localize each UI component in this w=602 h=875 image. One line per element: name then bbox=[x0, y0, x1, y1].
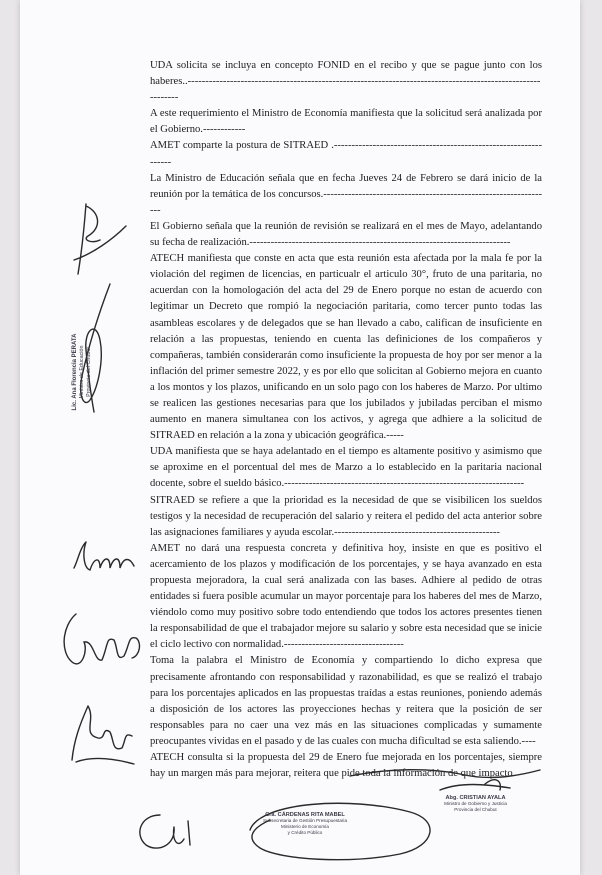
signature-4 bbox=[58, 606, 148, 676]
paragraph-atech-statement: ATECH manifiesta que conste en acta que esta reunión esta afectada por la mala fe por la violación del regimen de licencias, en particualr el articulo 30°, fruto de una paritaria, no acuerdan con la homologación del acta del 29 de Enero porque no estan de acuerdo con legitimar un Decreto que rompió la negociación paritaria, como tercer punto todas las asambleas escolares y de delegados que se han llevado a cabo, califican de insuficiente en relación a las propuestas, teniendo en cuenta las definiciones de los compañeros y compañeras, también considerarán como insuficiente la propuesta de hoy por ser menor a la inflación del primer semestre 2022, y es por ello que solicitan al Gobierno mejora en cuanto a los montos y los plazos, unificando en un solo pago con los haberes de Marzo. Por ultimo se realicen las gestiones necesarias para que los jubilados y jubiladas perciban el mismo aumento en manera simultanea con los activos, y agrega que adhiere a la solicitud de SITRAED en relación a la zona y ubicación geográfica.----- bbox=[150, 253, 542, 442]
minutes-body bbox=[150, 58, 542, 782]
signature-5 bbox=[62, 700, 142, 770]
signature-3 bbox=[70, 538, 140, 578]
paragraph-economia-statement: Toma la palabra el Ministro de Economía y compartiendo lo dicho expresa que precisamente afrontando con responsabilidad y razonabilidad, es que se realizó el trabajo para los porcentajes aplicados en las propuestas traídas a estas reuniones, poniendo además a disposición de los actores las proyecciones hechas y reitera que la posición de ser responsables para no caer una vez más en las situaciones complicadas y sumamente preocupantes vividas en el pasado y de las cuales con mucha dificultad se esta saliendo.---- bbox=[150, 655, 542, 747]
signature-1 bbox=[56, 200, 136, 280]
paragraph-educacion-concursos: La Ministro de Educación señala que en fecha Jueves 24 de Febrero se dará inicio de la reunión por la temática de los concursos.----------------------------------------------------------------- bbox=[150, 172, 542, 216]
paragraph-sitraed-statement: SITRAED se refiere a que la prioridad es la necesidad de que se visibilicen los sueldos testigos y la necesidad de recuperación del salario y reitera el pedido del acta anterior sobre las asignaciones familiares y ayuda escolar.----------------------------------------------- bbox=[150, 494, 542, 538]
paragraph-economia-response: A este requerimiento el Ministro de Economía manifiesta que la solicitud será analizada por el Gobierno.------------ bbox=[150, 108, 542, 136]
paragraph-uda-statement: UDA manifiesta que se haya adelantado en el tiempo es altamente positivo y asimismo que se aproxime en el porcentual del mes de Marzo a lo establecido en la paritaria nacional docente, sobre el sueldo básico.-------------------------------------------------------------------- bbox=[150, 446, 542, 490]
paragraph-gobierno-revision: El Gobierno señala que la reunión de revisión se realizará en el mes de Mayo, adelantando su fecha de realización.-------------------------------------------------------------------------- bbox=[150, 220, 542, 249]
document-page bbox=[20, 0, 580, 875]
paragraph-uda-fonid: UDA solicita se incluya en concepto FONID en el recibo y que se pague junto con los haberes..------------------------------------------------------------------------------------------------------------ bbox=[150, 60, 542, 104]
paragraph-amet-statement: AMET no dará una respuesta concreta y definitiva hoy, insiste en que es positivo el acercamiento de los plazos y modificación de los porcentajes, y se haya avanzado en esta propuesta mejoradora, la cual será analizada con las bases. Adhiere al pedido de otras entidades si fuera posible acumular un mayor porcentaje para los haberes del mes de Marzo, viéndolo como muy positivo sobre todo entendiendo que todos los actores presentes tienen la responsabilidad de que el trabajador mejore su salario y sobre esta necesidad que se inicie el ciclo lectivo con normalidad.---------------------------------- bbox=[150, 542, 542, 651]
paragraph-amet-sitraed: AMET comparte la postura de SITRAED .----------------------------------------------------------------- bbox=[150, 140, 542, 168]
paragraph-atech-question: ATECH consulta si la propuesta del 29 de Enero fue mejorada en los porcentajes, siempre hay un margen más para mejorar, reitera que pide toda la información de que impacto bbox=[150, 752, 542, 780]
stamp-gobierno: Abg. CRISTIAN AYALA Ministro de Gobierno y Justicia Provincia del Chubut bbox=[444, 795, 507, 812]
signature-8 bbox=[230, 790, 450, 870]
stamp-educacion: Lic. Ana Florencia PERATA Ministro de Educación Provincia del Chubut bbox=[72, 333, 92, 411]
stamp-economia: Cra. CÁRDENAS RITA MABEL Subsecretaria de Gestión Presupuestaria Ministerio de Economía y Crédito Público bbox=[262, 812, 347, 835]
signature-2 bbox=[60, 280, 130, 420]
signature-6 bbox=[130, 805, 210, 855]
